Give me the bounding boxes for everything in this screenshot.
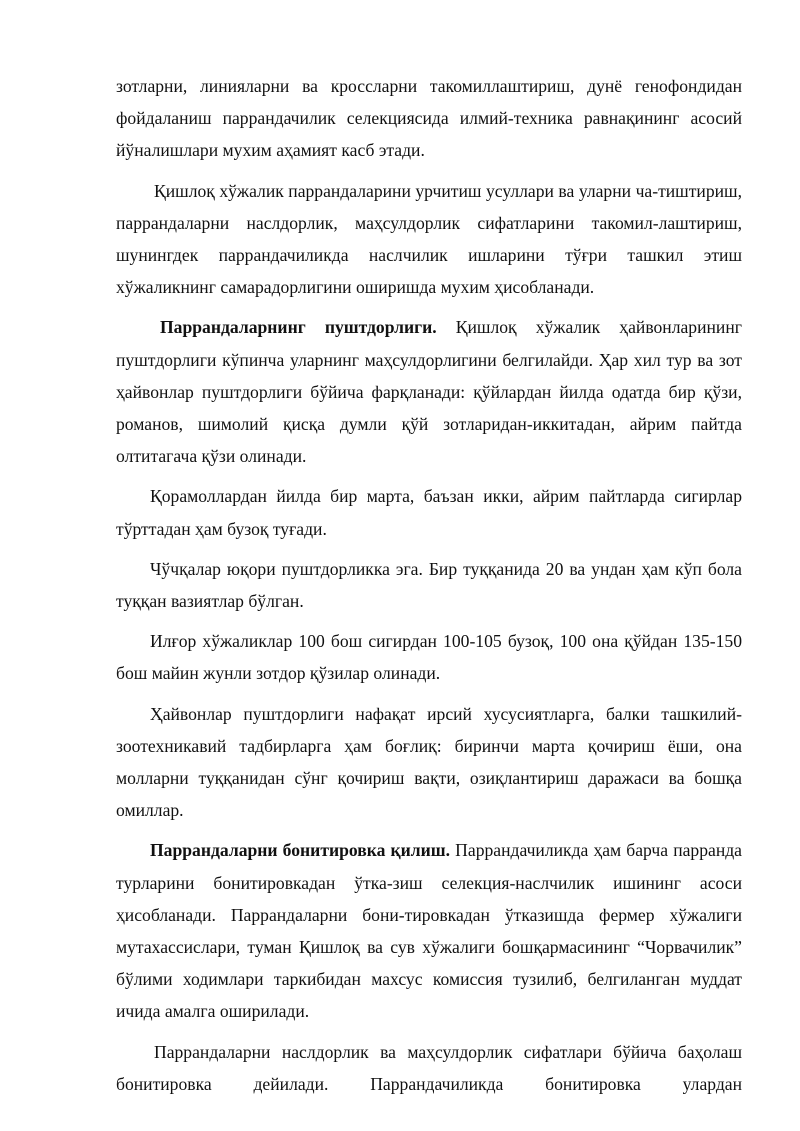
paragraph-advanced-farms [116,625,742,689]
paragraph-text: Паррандаларни наслдорлик ва маҳсулдорлик сифатлари бўйича баҳолаш бонитировка дейилади. Паррандачиликда бонитировка улардан [116,1041,742,1094]
paragraph-fertility [116,311,742,472]
paragraph-intro [116,70,742,167]
paragraph-text: Қорамоллардан йилда бир марта, баъзан икки, айрим пайтларда сигирлар тўрттадан ҳам бузоқ туғади. [116,486,742,539]
paragraph-pigs [116,553,742,617]
section-heading-fertility: Паррандаларнинг пуштдорлиги. [160,317,437,338]
paragraph-text: зотларни, линияларни ва кроссларни такомиллаштириш, дунё генофондидан фойдаланиш паррандачилик селекциясида илмий-техника равнақининг асосий йўналишлари мухим аҳамият касб этади. [116,76,742,161]
paragraph-text: Чўчқалар юқори пуштдорликка эга. Бир туққанида 20 ва ундан ҳам кўп бола туққан вазиятлар бўлган. [116,558,742,612]
paragraph-text: Қишлоқ хўжалик паррандаларини урчитиш усуллари ва уларни ча-тиштириш, паррандаларни наслдорлик, маҳсулдорлик сифатларини такомил-лаштириш, шунингдек паррандачиликда наслчилик ишларини тўғри ташкил этиш хўжаликнинг самарадорлигини оширишда мухим ҳисобланади. [116,180,742,298]
section-heading-bonitation: Паррандаларни бонитировка қилиш. [150,840,451,861]
document-page [116,70,742,1108]
paragraph-breeding-methods [116,175,742,304]
paragraph-bonitation [116,834,742,1027]
paragraph-definition [116,1036,742,1100]
paragraph-text: Паррандачиликда ҳам барча парранда турларини бонитировкадан ўтка-зиш селекция-наслчилик ишининг асоси ҳисобланади. Паррандаларни бони-тировкадан ўтказишда фермер хўжалиги мутахассислари, туман Қишлоқ ва сув хўжалиги бошқармасининг “Чорвачилик” бўлими ходимлари таркибидан махсус комиссия тузилиб, белгиланган муддат ичида амалга оширилади. [116,840,742,1022]
paragraph-cattle [116,480,742,544]
paragraph-text: Қишлоқ хўжалик ҳайвонларининг пуштдорлиги кўпинча уларнинг маҳсулдорлигини белгилайди. Ҳар хил тур ва зот ҳайвонлар пуштдорлиги бўйича фарқланади: қўйлардан йилда одатда бир қўзи, романов, шимолий қисқа думли қўй зотларидан-иккитадан, айрим пайтда олтитагача қўзи олинади. [116,317,742,467]
paragraph-factors [116,698,742,827]
paragraph-text: Илғор хўжаликлар 100 бош сигирдан 100-105 бузоқ, 100 она қўйдан 135-150 бош майин жунли зотдор қўзилар олинади. [116,631,742,684]
paragraph-text: Ҳайвонлар пуштдорлиги нафақат ирсий хусусиятларга, балки ташкилий-зоотехникавий тадбирларга ҳам боғлиқ: биринчи марта қочириш ёши, она молларни туққанидан сўнг қочириш вақти, озиқлантириш даражаси ва бошқа омиллар. [116,703,742,821]
